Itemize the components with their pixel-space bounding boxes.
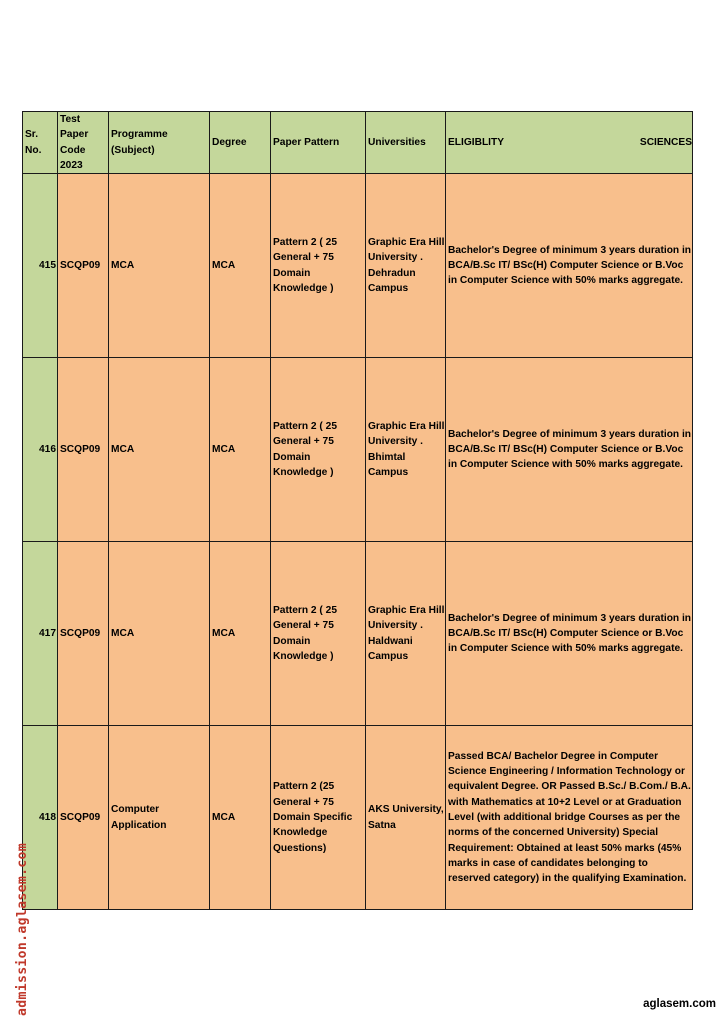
sr-no-cell: 418 xyxy=(23,726,58,910)
header-stream-label: SCIENCES xyxy=(639,136,692,148)
eligibility-cell: Bachelor's Degree of minimum 3 years duration in BCA/B.Sc IT/ BSc(H) Computer Science or B.Voc in Computer Science with 50% marks aggregate. xyxy=(446,174,693,358)
paper-pattern-cell: Pattern 2 ( 25 General + 75 Domain Knowledge ) xyxy=(271,542,366,726)
university-cell: Graphic Era Hill University . Dehradun Campus xyxy=(366,174,446,358)
header-eligibility xyxy=(446,112,693,174)
degree-cell: MCA xyxy=(210,726,271,910)
paper-code-cell: SCQP09 xyxy=(58,726,109,910)
university-cell: Graphic Era Hill University . Bhimtal Campus xyxy=(366,358,446,542)
watermark xyxy=(0,828,30,1016)
eligibility-table xyxy=(22,111,693,910)
university-cell: Graphic Era Hill University . Haldwani Campus xyxy=(366,542,446,726)
table-row xyxy=(23,358,693,542)
paper-code-cell: SCQP09 xyxy=(58,358,109,542)
paper-pattern-cell: Pattern 2 (25 General + 75 Domain Specific Knowledge Questions) xyxy=(271,726,366,910)
table-row xyxy=(23,726,693,910)
programme-cell: MCA xyxy=(109,174,210,358)
header-test-paper-code: Test Paper Code 2023 xyxy=(58,112,109,174)
header-programme: Programme (Subject) xyxy=(109,112,210,174)
header-paper-pattern: Paper Pattern xyxy=(271,112,366,174)
paper-pattern-cell: Pattern 2 ( 25 General + 75 Domain Knowledge ) xyxy=(271,174,366,358)
header-sr-no: Sr. No. xyxy=(23,112,58,174)
paper-code-cell: SCQP09 xyxy=(58,174,109,358)
sr-no-cell: 415 xyxy=(23,174,58,358)
programme-cell: MCA xyxy=(109,358,210,542)
eligibility-cell: Bachelor's Degree of minimum 3 years duration in BCA/B.Sc IT/ BSc(H) Computer Science or B.Voc in Computer Science with 50% marks aggregate. xyxy=(446,358,693,542)
eligibility-cell: Passed BCA/ Bachelor Degree in Computer Science Engineering / Information Technology or equivalent Degree. OR Passed B.Sc./ B.Com./ B.A. with Mathematics at 10+2 Level or at Graduation Level (with additional bridge Courses as per the norms of the concerned University) Special Requirement: Obtained at least 50% marks (45% marks in case of candidates belonging to reserved category) in the qualifying Examination. xyxy=(446,726,693,910)
sr-no-cell: 417 xyxy=(23,542,58,726)
table-row xyxy=(23,542,693,726)
paper-code-cell: SCQP09 xyxy=(58,542,109,726)
table-row xyxy=(23,174,693,358)
degree-cell: MCA xyxy=(210,174,271,358)
footer-brand: aglasem.com xyxy=(643,998,716,1010)
university-cell: AKS University, Satna xyxy=(366,726,446,910)
sr-no-cell: 416 xyxy=(23,358,58,542)
watermark-text: admission.aglasem.com xyxy=(15,842,30,1016)
programme-cell: Computer Application xyxy=(109,726,210,910)
header-universities: Universities xyxy=(366,112,446,174)
header-eligibility-label: ELIGIBLITY xyxy=(448,136,505,148)
paper-pattern-cell: Pattern 2 ( 25 General + 75 Domain Knowledge ) xyxy=(271,358,366,542)
degree-cell: MCA xyxy=(210,542,271,726)
table-header-row xyxy=(23,112,693,174)
eligibility-cell: Bachelor's Degree of minimum 3 years duration in BCA/B.Sc IT/ BSc(H) Computer Science or B.Voc in Computer Science with 50% marks aggregate. xyxy=(446,542,693,726)
header-degree: Degree xyxy=(210,112,271,174)
degree-cell: MCA xyxy=(210,358,271,542)
programme-cell: MCA xyxy=(109,542,210,726)
